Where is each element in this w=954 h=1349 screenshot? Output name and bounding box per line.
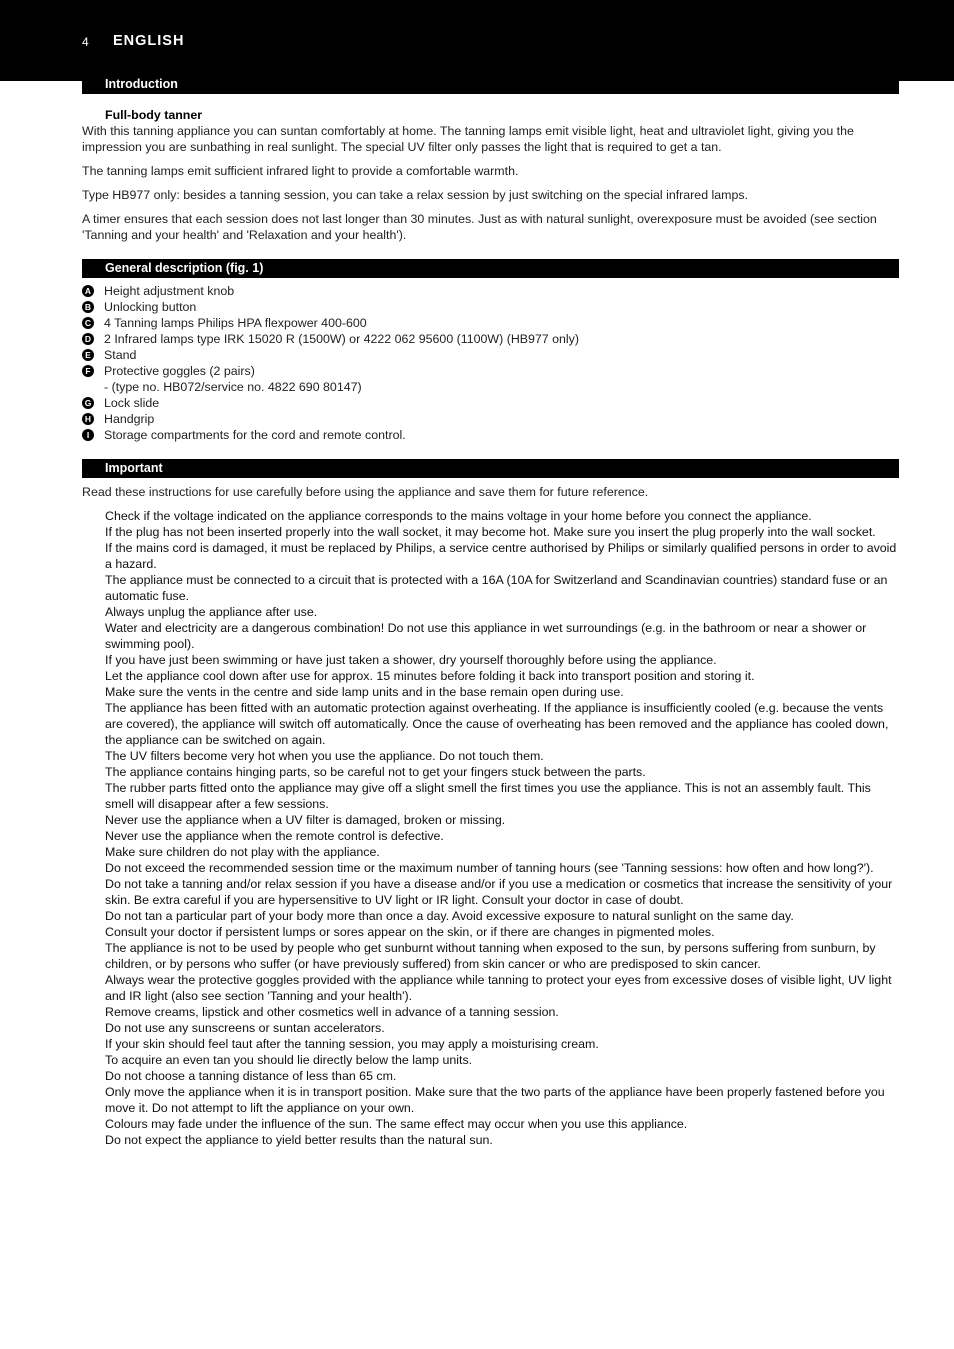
list-item	[82, 283, 898, 299]
list-item	[82, 395, 898, 411]
list-item: If the mains cord is damaged, it must be replaced by Philips, a service centre authorised by Philips or similarly qualified persons in order to avoid a hazard.	[105, 541, 897, 571]
list-item: Never use the appliance when the remote control is defective.	[105, 829, 444, 843]
intro-paragraph: Type HB977 only: besides a tanning session, you can take a relax session by just switching on the special infrared lamps.	[82, 188, 749, 202]
intro-paragraph: With this tanning appliance you can suntan comfortably at home. The tanning lamps emit visible light, heat and ultraviolet light, giving you the impression you are sunbathing in real sunlight. The special UV filter only passes the light that is required to get a tan.	[82, 124, 854, 154]
page-header-bar	[0, 0, 954, 81]
letter-badge: G	[82, 397, 94, 409]
list-item: If you have just been swimming or have just taken a shower, dry yourself thoroughly before using the appliance.	[105, 653, 717, 667]
general-description-list	[82, 283, 898, 443]
list-item: The rubber parts fitted onto the appliance may give off a slight smell the first times you use the appliance. This is not an assembly fault. This smell will disappear after a few sessions.	[105, 781, 871, 811]
list-item: Do not use any sunscreens or suntan accelerators.	[105, 1021, 385, 1035]
item-text: Storage compartments for the cord and remote control.	[104, 428, 406, 442]
list-item: To acquire an even tan you should lie directly below the lamp units.	[105, 1053, 473, 1067]
page-number: 4	[82, 35, 89, 49]
letter-badge: E	[82, 349, 94, 361]
important-intro: Read these instructions for use carefully before using the appliance and save them for future reference.	[82, 485, 649, 499]
list-item: Always unplug the appliance after use.	[105, 605, 318, 619]
section-title-important: Important	[82, 459, 899, 478]
introduction-section	[82, 107, 898, 243]
goggles-note: - (type no. HB072/service no. 4822 690 80147)	[104, 380, 362, 394]
important-list	[105, 508, 900, 1148]
list-item: Consult your doctor if persistent lumps or sores appear on the skin, or if there are changes in pigmented moles.	[105, 925, 715, 939]
list-item: Check if the voltage indicated on the appliance corresponds to the mains voltage in your home before you connect the appliance.	[105, 509, 812, 523]
list-item: The appliance must be connected to a circuit that is protected with a 16A (10A for Switzerland and Scandinavian countries) standard fuse or an automatic fuse.	[105, 573, 888, 603]
list-item	[82, 315, 898, 331]
list-item: If the plug has not been inserted properly into the wall socket, it may become hot. Make sure you insert the plug properly into the wall socket.	[105, 525, 876, 539]
list-item: Never use the appliance when a UV filter is damaged, broken or missing.	[105, 813, 506, 827]
list-item	[82, 347, 898, 363]
list-item: Do not expect the appliance to yield better results than the natural sun.	[105, 1133, 493, 1147]
item-text: Protective goggles (2 pairs)	[104, 364, 255, 378]
item-text: Stand	[104, 348, 137, 362]
letter-badge: B	[82, 301, 94, 313]
list-item: The appliance contains hinging parts, so be careful not to get your fingers stuck between the parts.	[105, 765, 646, 779]
list-item: Do not exceed the recommended session time or the maximum number of tanning hours (see 'Tanning sessions: how often and how long?').	[105, 861, 874, 875]
intro-paragraph: The tanning lamps emit sufficient infrared light to provide a comfortable warmth.	[82, 164, 519, 178]
list-item: If your skin should feel taut after the tanning session, you may apply a moisturising cream.	[105, 1037, 599, 1051]
letter-badge: F	[82, 365, 94, 377]
item-text: Height adjustment knob	[104, 284, 235, 298]
list-item: Colours may fade under the influence of the sun. The same effect may occur when you use this appliance.	[105, 1117, 688, 1131]
list-item	[82, 411, 898, 427]
letter-badge: C	[82, 317, 94, 329]
section-title-general-description: General description (fig. 1)	[82, 259, 899, 278]
list-item: Do not tan a particular part of your body more than once a day. Avoid excessive exposure to natural sunlight on the same day.	[105, 909, 794, 923]
list-item: Make sure children do not play with the appliance.	[105, 845, 380, 859]
list-item: Water and electricity are a dangerous combination! Do not use this appliance in wet surroundings (e.g. in the bathroom or near a shower or swimming pool).	[105, 621, 867, 651]
list-item: Always wear the protective goggles provided with the appliance while tanning to protect your eyes from excessive doses of visible light, UV light and IR light (also see section 'Tanning and your health').	[105, 973, 892, 1003]
letter-badge: I	[82, 429, 94, 441]
list-item: Do not choose a tanning distance of less than 65 cm.	[105, 1069, 397, 1083]
list-item	[82, 427, 898, 443]
list-item: Let the appliance cool down after use for approx. 15 minutes before folding it back into transport position and storing it.	[105, 669, 755, 683]
letter-badge: H	[82, 413, 94, 425]
list-item: Do not take a tanning and/or relax session if you have a disease and/or if you use a medication or cosmetics that increase the sensitivity of your skin. Be extra careful if you are hypersensitive to UV light or IR light. Consult your doctor in case of doubt.	[105, 877, 893, 907]
language-label: ENGLISH	[113, 33, 185, 49]
letter-badge: D	[82, 333, 94, 345]
list-item: Remove creams, lipstick and other cosmetics well in advance of a tanning session.	[105, 1005, 559, 1019]
list-item: Make sure the vents in the centre and side lamp units and in the base remain open during use.	[105, 685, 624, 699]
item-text: 4 Tanning lamps Philips HPA flexpower 400-600	[104, 316, 367, 330]
item-text: Unlocking button	[104, 300, 197, 314]
list-item	[82, 299, 898, 315]
item-text: Handgrip	[104, 412, 155, 426]
section-title-introduction: Introduction	[82, 75, 899, 94]
list-item: Only move the appliance when it is in transport position. Make sure that the two parts of the appliance have been properly fastened before you move it. Do not attempt to lift the appliance on your own.	[105, 1085, 885, 1115]
item-text: 2 Infrared lamps type IRK 15020 R (1500W) or 4222 062 95600 (1100W) (HB977 only)	[104, 332, 579, 346]
list-item: The appliance has been fitted with an automatic protection against overheating. If the appliance is insufficiently cooled (e.g. because the vents are covered), the appliance will switch off automatically. Once the cause of overheating has been removed and the appliance has cooled down, the appliance can be switched on again.	[105, 701, 889, 747]
list-item	[82, 331, 898, 347]
intro-paragraph: A timer ensures that each session does not last longer than 30 minutes. Just as with natural sunlight, overexposure must be avoided (see section 'Tanning and your health' and 'Relaxation and your health').	[82, 212, 877, 242]
list-item: The appliance is not to be used by people who get sunburnt without tanning when exposed to the sun, by persons suffering from sunburn, by children, or by persons who suffer (or have previously suffered) from skin cancer or who are predisposed to skin cancer.	[105, 941, 876, 971]
list-item: The UV filters become very hot when you use the appliance. Do not touch them.	[105, 749, 544, 763]
list-item	[82, 363, 898, 379]
letter-badge: A	[82, 285, 94, 297]
item-text: Lock slide	[104, 396, 160, 410]
subheading-full-body-tanner: Full-body tanner	[105, 108, 203, 122]
